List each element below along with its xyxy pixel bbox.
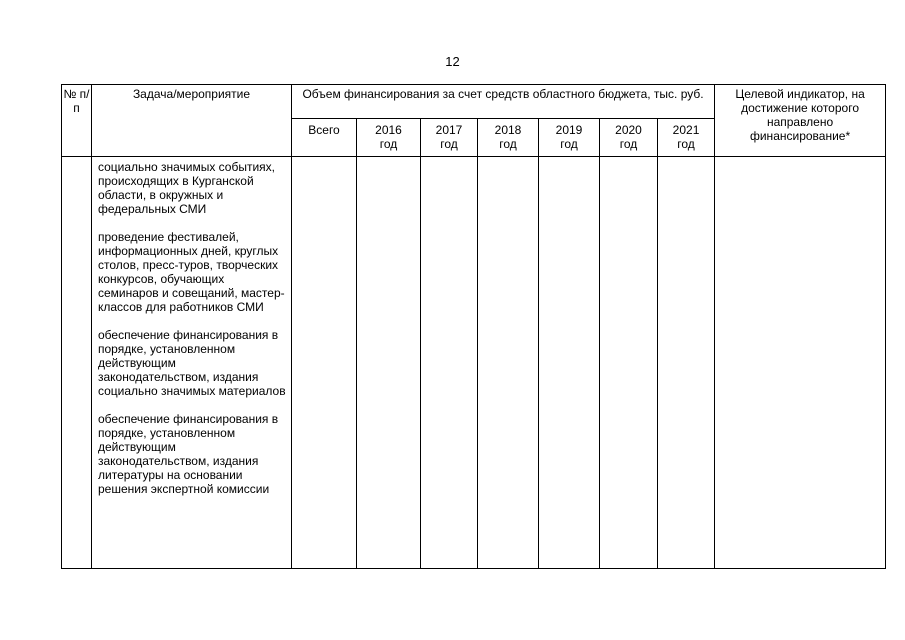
- cell-2017: [421, 157, 478, 569]
- header-indicator: Целевой индикатор, на достижение которого направлено финансирование*: [715, 85, 886, 157]
- cell-2018: [478, 157, 539, 569]
- header-task: Задача/мероприятие: [92, 85, 292, 157]
- cell-2020: [600, 157, 658, 569]
- table-row: [62, 157, 886, 569]
- header-volume: Объем финансирования за счет средств областного бюджета, тыс. руб.: [292, 85, 715, 119]
- header-num: № п/п: [62, 85, 92, 157]
- cell-num: [62, 157, 92, 569]
- header-year-2020: 2020 год: [600, 119, 658, 157]
- header-year-2017: 2017 год: [421, 119, 478, 157]
- task-item: проведение фестивалей, информационных дней, круглых столов, пресс-туров, творческих конкурсов, обучающих семинаров и совещаний, мастер-классов для работников СМИ: [98, 230, 285, 314]
- cell-2021: [658, 157, 715, 569]
- page-number: 12: [445, 54, 460, 69]
- task-item: социально значимых событиях, происходящих в Курганской области, в окружных и федеральных СМИ: [98, 160, 275, 216]
- header-year-2019: 2019 год: [539, 119, 600, 157]
- header-year-2021: 2021 год: [658, 119, 715, 157]
- header-total: Всего: [292, 119, 357, 157]
- header-year-2018: 2018 год: [478, 119, 539, 157]
- cell-2016: [357, 157, 421, 569]
- cell-indicator: [715, 157, 886, 569]
- task-item: обеспечение финансирования в порядке, установленном действующим законодательством, издания литературы на основании решения экспертной комиссии: [98, 412, 279, 496]
- task-item: обеспечение финансирования в порядке, установленном действующим законодательством, издания социально значимых материалов: [98, 328, 286, 398]
- cell-2019: [539, 157, 600, 569]
- cell-total: [292, 157, 357, 569]
- header-year-2016: 2016 год: [357, 119, 421, 157]
- cell-tasks: [92, 157, 292, 569]
- financing-table: [61, 84, 886, 569]
